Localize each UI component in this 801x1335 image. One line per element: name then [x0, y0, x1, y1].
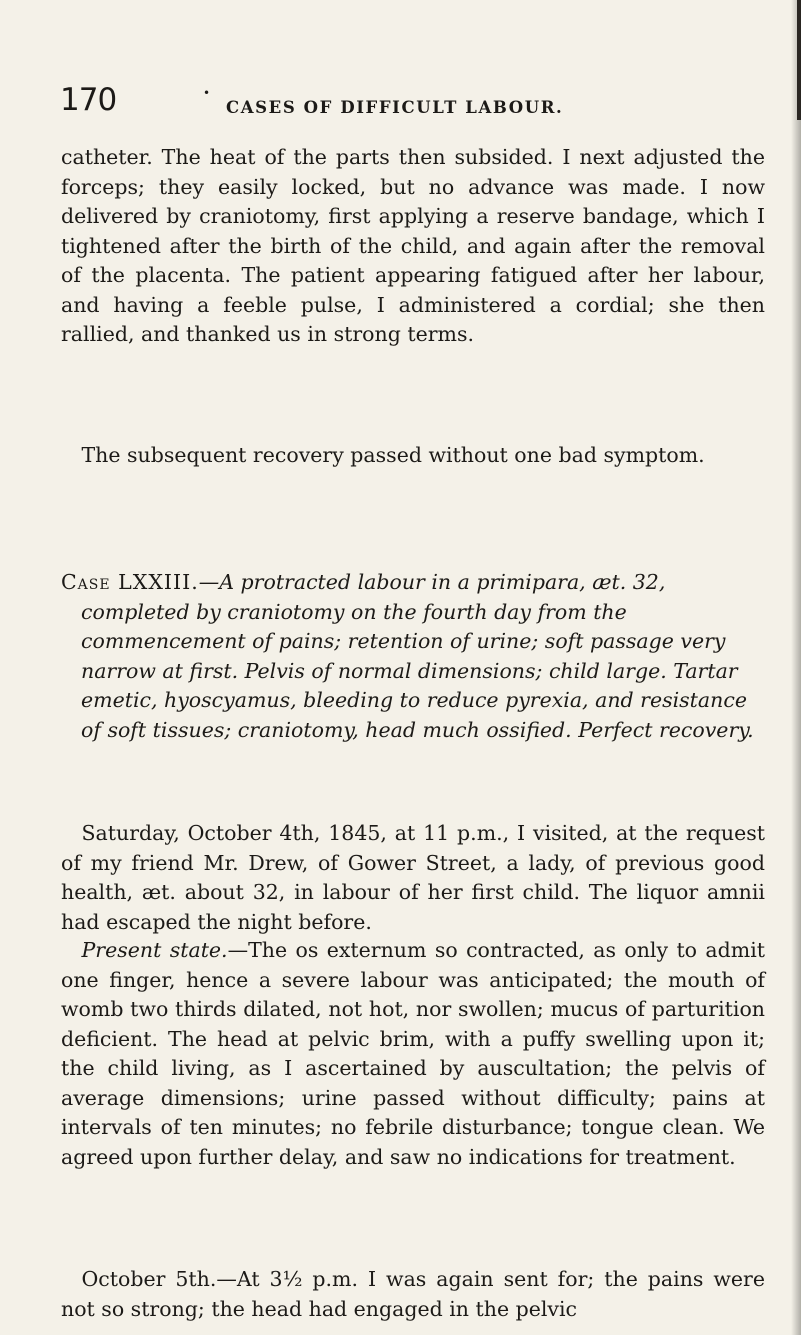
page-edge-shadow — [791, 0, 801, 1335]
present-state-label: Present state. — [81, 938, 228, 962]
page-edge-binding — [797, 0, 801, 120]
case-label: Case LXXIII. — [61, 570, 199, 594]
present-state-text: —The os externum so contracted, as only to admit one finger, hence a severe labour was anticipated; the mouth of womb two thirds dilated, not hot, nor swollen; mucus of parturition deficient. The head at pelvic brim, with a puffy swelling upon it; the child living, as I ascertained by auscultation; the pelvis of average dimensions; urine passed without difficulty; pains at intervals of ten minutes; no febrile disturbance; tongue clean. We agreed upon further delay, and saw no indications for treatment. — [61, 938, 765, 1169]
page-header — [60, 82, 760, 122]
paragraph-visit: Saturday, October 4th, 1845, at 11 p.m., I visited, at the request of my friend Mr. Drew, of Gower Street, a lady, of previous good health, æt. about 32, in labour of her first child. The liquor amnii had escaped the night before. — [61, 821, 765, 934]
paragraph-recovery: The subsequent recovery passed without one bad symptom. — [81, 443, 705, 467]
case-summary: —A protracted labour in a primipara, æt. 32, completed by craniotomy on the fourth day from the commencement of pains; retention of urine; soft passage very narrow at first. Pelvis of normal dimensions; child large. Tartar emetic, hyoscyamus, bleeding to reduce pyrexia, and resistance of soft tissues; craniotomy, head much ossified. Perfect recovery. — [81, 570, 754, 742]
case-heading — [61, 568, 765, 745]
page-number: 170 — [60, 82, 117, 118]
paragraph-october-5th: October 5th.—At 3½ p.m. I was again sent for; the pains were not so strong; the head had engaged in the pelvic — [61, 1267, 765, 1321]
running-head: CASES OF DIFFICULT LABOUR. — [226, 98, 564, 117]
header-bullet: • — [203, 86, 211, 100]
paragraph-present-state — [61, 936, 765, 1172]
paragraph-continuation: catheter. The heat of the parts then subsided. I next adjusted the forceps; they easily locked, but no advance was made. I now delivered by craniotomy, first applying a reserve bandage, which I tightened after the birth of the child, and again after the removal of the placenta. The patient appearing fatigued after her labour, and having a feeble pulse, I administered a cordial; she then rallied, and thanked us in strong terms. — [61, 145, 765, 346]
